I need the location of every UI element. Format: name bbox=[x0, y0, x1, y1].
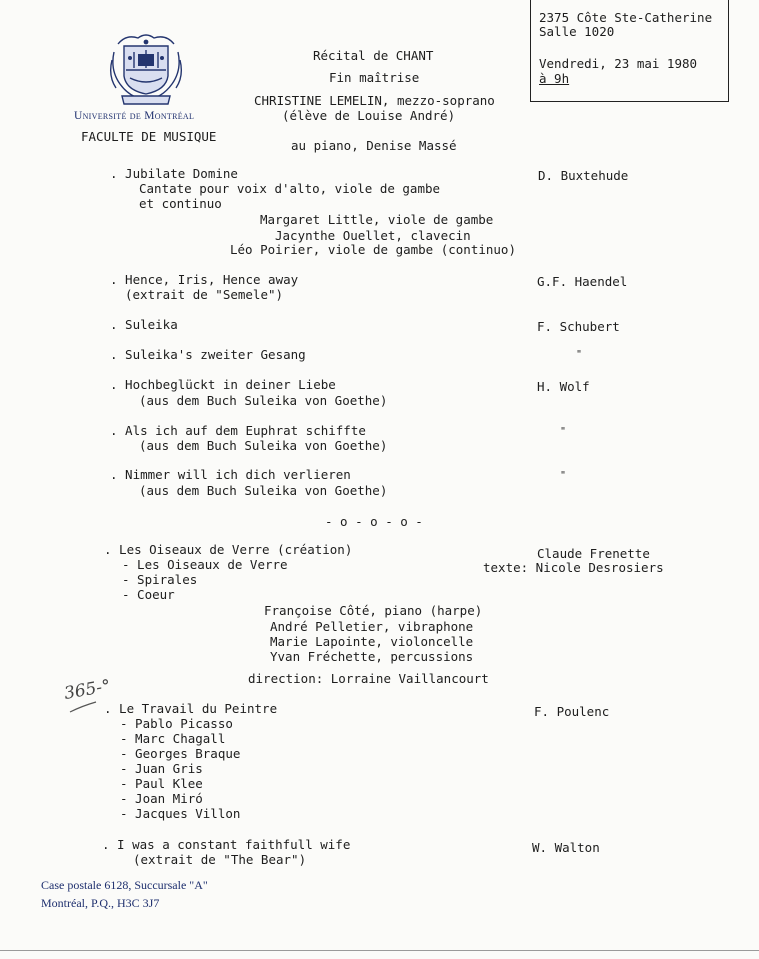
item-7-composer-ditto: " bbox=[560, 470, 567, 481]
item-8-text-author: texte: Nicole Desrosiers bbox=[483, 560, 664, 575]
item-9-movement-1: - Pablo Picasso bbox=[120, 716, 233, 731]
item-7-title: . Nimmer will ich dich verlieren bbox=[110, 467, 351, 482]
pianist: au piano, Denise Massé bbox=[291, 138, 457, 153]
item-9-movement-6: - Joan Miró bbox=[120, 791, 203, 806]
handwritten-stroke bbox=[68, 700, 100, 716]
item-1-composer: D. Buxtehude bbox=[538, 168, 629, 183]
item-10-composer: W. Walton bbox=[532, 840, 600, 855]
handwritten-note: 365-° bbox=[62, 676, 113, 704]
university-crest-logo bbox=[108, 30, 184, 112]
address-line-2: Salle 1020 bbox=[539, 24, 615, 39]
address-line-1: 2375 Côte Ste-Catherine bbox=[539, 10, 713, 25]
item-8-conductor: direction: Lorraine Vaillancourt bbox=[248, 671, 489, 686]
item-4-composer-ditto: " bbox=[576, 349, 583, 360]
item-7-sub-1: (aus dem Buch Suleika von Goethe) bbox=[139, 483, 388, 498]
item-1-performer-2: Jacynthe Ouellet, clavecin bbox=[275, 228, 471, 243]
item-9-movement-7: - Jacques Villon bbox=[120, 806, 241, 821]
item-8-performer-2: André Pelletier, vibraphone bbox=[270, 619, 474, 634]
item-2-sub-1: (extrait de "Semele") bbox=[125, 287, 284, 302]
university-name: Université de Montréal bbox=[74, 110, 195, 122]
item-1-sub-2: et continuo bbox=[139, 196, 222, 211]
item-1-performer-1: Margaret Little, viole de gambe bbox=[260, 212, 494, 227]
item-4-title: . Suleika's zweiter Gesang bbox=[110, 347, 306, 362]
item-6-sub-1: (aus dem Buch Suleika von Goethe) bbox=[139, 438, 388, 453]
item-8-performer-4: Yvan Fréchette, percussions bbox=[270, 649, 474, 664]
item-6-composer-ditto: " bbox=[560, 426, 567, 437]
item-8-title: . Les Oiseaux de Verre (création) bbox=[104, 542, 353, 557]
item-8-movement-2: - Spirales bbox=[122, 572, 198, 587]
item-9-movement-4: - Juan Gris bbox=[120, 761, 203, 776]
recital-subtitle: Fin maîtrise bbox=[329, 70, 420, 85]
item-2-composer: G.F. Haendel bbox=[537, 274, 628, 289]
performer-teacher: (élève de Louise André) bbox=[282, 108, 456, 123]
page-bottom-edge bbox=[0, 950, 759, 951]
item-1-title: . Jubilate Domine bbox=[110, 166, 238, 181]
concert-date: Vendredi, 23 mai 1980 bbox=[539, 56, 698, 71]
item-6-title: . Als ich auf dem Euphrat schiffte bbox=[110, 423, 366, 438]
section-separator: - o - o - o - bbox=[325, 514, 423, 529]
item-9-title: . Le Travail du Peintre bbox=[104, 701, 278, 716]
item-8-movement-1: - Les Oiseaux de Verre bbox=[122, 557, 288, 572]
faculty-name: FACULTE DE MUSIQUE bbox=[81, 129, 217, 144]
item-8-movement-3: - Coeur bbox=[122, 587, 175, 602]
item-3-title: . Suleika bbox=[110, 317, 178, 332]
item-10-sub-1: (extrait de "The Bear") bbox=[133, 852, 307, 867]
item-5-composer: H. Wolf bbox=[537, 379, 590, 394]
item-3-composer: F. Schubert bbox=[537, 319, 620, 334]
item-2-title: . Hence, Iris, Hence away bbox=[110, 272, 299, 287]
footer-postal-box: Case postale 6128, Succursale "A" bbox=[41, 878, 208, 892]
item-8-performer-3: Marie Lapointe, violoncelle bbox=[270, 634, 474, 649]
concert-time: à 9h bbox=[539, 71, 570, 86]
item-9-movement-3: - Georges Braque bbox=[120, 746, 241, 761]
item-9-movement-2: - Marc Chagall bbox=[120, 731, 226, 746]
item-10-title: . I was a constant faithfull wife bbox=[102, 837, 351, 852]
recital-title: Récital de CHANT bbox=[313, 48, 434, 63]
item-5-sub-1: (aus dem Buch Suleika von Goethe) bbox=[139, 393, 388, 408]
item-9-movement-5: - Paul Klee bbox=[120, 776, 203, 791]
item-1-performer-3: Léo Poirier, viole de gambe (continuo) bbox=[230, 242, 516, 257]
footer-city-postal-code: Montréal, P.Q., H3C 3J7 bbox=[41, 896, 160, 910]
item-8-composer: Claude Frenette bbox=[537, 546, 650, 561]
item-9-composer: F. Poulenc bbox=[534, 704, 610, 719]
item-8-performer-1: Françoise Côté, piano (harpe) bbox=[264, 603, 483, 618]
item-1-sub-1: Cantate pour voix d'alto, viole de gambe bbox=[139, 181, 441, 196]
item-5-title: . Hochbeglückt in deiner Liebe bbox=[110, 377, 336, 392]
performer-name: CHRISTINE LEMELIN, mezzo-soprano bbox=[254, 93, 495, 108]
